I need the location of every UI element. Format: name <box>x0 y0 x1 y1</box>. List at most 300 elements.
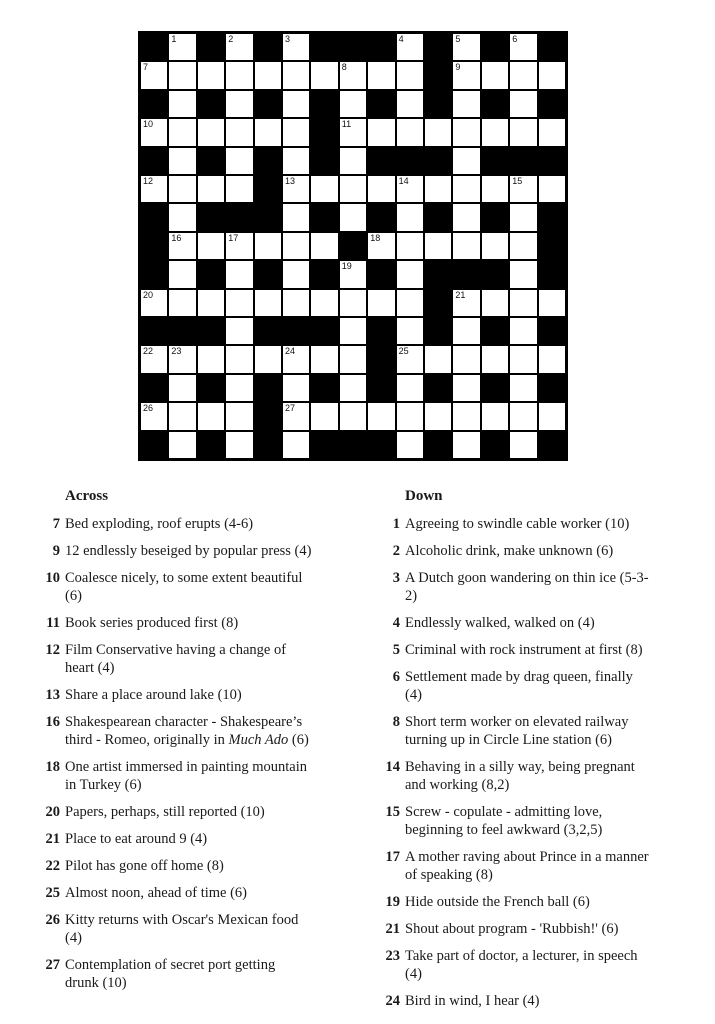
grid-cell-white[interactable] <box>482 62 508 88</box>
clue-line: 2) <box>405 588 418 604</box>
clue-line: Bed exploding, roof erupts (4-6) <box>65 516 254 532</box>
clue-text <box>405 992 540 1010</box>
grid-cell-white[interactable] <box>453 62 479 88</box>
grid-cell-white[interactable] <box>425 346 451 372</box>
cell-number: 19 <box>341 261 352 272</box>
grid-cell-white[interactable] <box>510 318 536 344</box>
clue-number: 20 <box>45 804 60 820</box>
grid-cell-white[interactable] <box>226 403 252 429</box>
down-clue-list <box>382 515 712 1010</box>
grid-cell-white[interactable] <box>425 176 451 202</box>
grid-cell-white[interactable] <box>510 432 536 458</box>
clue-line: 12 endlessly beseiged by popular press (4) <box>65 543 312 559</box>
cell-number: 8 <box>341 62 347 73</box>
down-clue-23 <box>382 947 712 983</box>
cell-number: 27 <box>284 403 295 414</box>
grid-cell-white[interactable] <box>283 34 309 60</box>
grid-cell-black <box>198 204 224 230</box>
grid-cell-white[interactable] <box>226 261 252 287</box>
grid-cell-white[interactable] <box>397 261 423 287</box>
clue-number: 15 <box>385 804 400 820</box>
grid-cell-white[interactable] <box>283 62 309 88</box>
grid-cell-white[interactable] <box>397 290 423 316</box>
grid-cell-white[interactable] <box>453 148 479 174</box>
clue-number: 23 <box>385 948 400 964</box>
across-clue-9 <box>42 542 354 560</box>
grid-cell-white[interactable] <box>311 290 337 316</box>
grid-cell-white[interactable] <box>482 233 508 259</box>
clue-line: third - Romeo, originally in Much Ado (6) <box>65 732 309 748</box>
grid-cell-white[interactable] <box>453 403 479 429</box>
cell-number: 18 <box>370 232 381 243</box>
grid-cell-white[interactable] <box>311 403 337 429</box>
cell-number: 11 <box>341 119 352 130</box>
across-clue-22 <box>42 857 354 875</box>
clue-line: drunk (10) <box>65 975 127 991</box>
cell-number: 24 <box>284 346 295 357</box>
grid-cell-black <box>453 261 479 287</box>
clue-text <box>405 713 628 749</box>
across-clue-25 <box>42 884 354 902</box>
down-clue-19 <box>382 893 712 911</box>
grid-cell-white[interactable] <box>340 290 366 316</box>
clue-text <box>405 803 602 839</box>
grid-cell-white[interactable] <box>510 375 536 401</box>
grid-cell-white[interactable] <box>453 34 479 60</box>
grid-cell-white[interactable] <box>539 290 565 316</box>
clue-line: Papers, perhaps, still reported (10) <box>65 804 265 820</box>
grid-cell-white[interactable] <box>169 91 195 117</box>
grid-cell-white[interactable] <box>425 233 451 259</box>
grid-cell-black <box>425 290 451 316</box>
grid-cell-white[interactable] <box>198 403 224 429</box>
grid-cell-white[interactable] <box>169 148 195 174</box>
clue-line: A mother raving about Prince in a manner <box>405 849 649 865</box>
grid-cell-white[interactable] <box>311 176 337 202</box>
grid-cell-white[interactable] <box>169 375 195 401</box>
cell-number: 14 <box>398 175 409 186</box>
clue-line: Contemplation of secret port getting <box>65 957 276 973</box>
clue-number: 10 <box>45 570 60 586</box>
grid-cell-white[interactable] <box>226 62 252 88</box>
clue-number: 8 <box>392 714 400 730</box>
grid-cell-black <box>482 375 508 401</box>
grid-cell-black <box>311 34 337 60</box>
grid-cell-white[interactable] <box>226 233 252 259</box>
grid-cell-white[interactable] <box>397 62 423 88</box>
cell-number: 7 <box>143 62 149 73</box>
grid-cell-black <box>425 34 451 60</box>
across-clue-20 <box>42 803 354 821</box>
grid-cell-black <box>311 119 337 145</box>
cell-number: 15 <box>512 175 523 186</box>
cell-number: 5 <box>455 34 461 44</box>
grid-cell-white[interactable] <box>141 119 167 145</box>
clue-number: 21 <box>45 831 60 847</box>
grid-cell-white[interactable] <box>453 318 479 344</box>
grid-cell-white[interactable] <box>169 432 195 458</box>
grid-cell-black <box>141 91 167 117</box>
grid-cell-white[interactable] <box>226 34 252 60</box>
grid-cell-white[interactable] <box>340 261 366 287</box>
grid-cell-white[interactable] <box>169 204 195 230</box>
grid-cell-white[interactable] <box>198 290 224 316</box>
grid-cell-black <box>425 261 451 287</box>
grid-cell-black <box>141 233 167 259</box>
grid-cell-white[interactable] <box>510 261 536 287</box>
down-clue-5 <box>382 641 712 659</box>
cell-number: 9 <box>455 62 461 73</box>
grid-cell-white[interactable] <box>510 62 536 88</box>
grid-cell-white[interactable] <box>397 119 423 145</box>
grid-cell-white[interactable] <box>198 62 224 88</box>
grid-cell-black <box>425 375 451 401</box>
grid-cell-white[interactable] <box>340 318 366 344</box>
grid-cell-black <box>425 318 451 344</box>
grid-cell-white[interactable] <box>226 148 252 174</box>
grid-cell-white[interactable] <box>453 119 479 145</box>
grid-cell-white[interactable] <box>141 62 167 88</box>
grid-cell-white[interactable] <box>311 62 337 88</box>
grid-cell-white[interactable] <box>283 204 309 230</box>
grid-cell-white[interactable] <box>453 290 479 316</box>
grid-cell-black <box>482 148 508 174</box>
grid-cell-white[interactable] <box>539 119 565 145</box>
grid-cell-white[interactable] <box>198 176 224 202</box>
grid-cell-white[interactable] <box>226 290 252 316</box>
grid-cell-white[interactable] <box>453 375 479 401</box>
clue-text <box>65 641 286 677</box>
clue-line: Share a place around lake (10) <box>65 687 242 703</box>
grid-cell-white[interactable] <box>226 375 252 401</box>
across-clue-list <box>42 515 354 992</box>
clue-number: 11 <box>46 615 60 631</box>
clue-line: Shout about program - 'Rubbish!' (6) <box>405 921 619 937</box>
grid-cell-white[interactable] <box>311 346 337 372</box>
down-clue-8 <box>382 713 712 749</box>
grid-cell-white[interactable] <box>340 62 366 88</box>
grid-cell-black <box>368 375 394 401</box>
across-clue-16 <box>42 713 354 749</box>
grid-cell-white[interactable] <box>539 62 565 88</box>
grid-cell-white[interactable] <box>425 119 451 145</box>
down-clue-1 <box>382 515 712 533</box>
grid-cell-black <box>311 148 337 174</box>
grid-cell-white[interactable] <box>453 91 479 117</box>
grid-cell-white[interactable] <box>397 34 423 60</box>
grid-cell-black <box>425 62 451 88</box>
clue-line: (4) <box>405 966 422 982</box>
grid-cell-white[interactable] <box>169 34 195 60</box>
crossword-grid <box>138 31 568 461</box>
across-clue-13 <box>42 686 354 704</box>
grid-cell-black <box>198 261 224 287</box>
clue-text <box>65 686 242 704</box>
clue-number: 21 <box>385 921 400 937</box>
clue-text <box>405 668 633 704</box>
grid-cell-black <box>482 261 508 287</box>
grid-cell-white[interactable] <box>340 375 366 401</box>
grid-cell-white[interactable] <box>169 290 195 316</box>
clue-number: 22 <box>45 858 60 874</box>
clue-text <box>405 515 629 533</box>
grid-cell-black <box>539 432 565 458</box>
grid-cell-white[interactable] <box>226 91 252 117</box>
clue-text <box>405 758 635 794</box>
clue-line: Kitty returns with Oscar's Mexican food <box>65 912 299 928</box>
grid-cell-black <box>311 375 337 401</box>
clue-line: (4) <box>65 930 82 946</box>
grid-cell-black <box>311 318 337 344</box>
grid-cell-white[interactable] <box>283 346 309 372</box>
grid-cell-white[interactable] <box>311 233 337 259</box>
clue-line: in Turkey (6) <box>65 777 142 793</box>
clue-number: 4 <box>392 615 400 631</box>
grid-cell-black <box>510 148 536 174</box>
grid-cell-white[interactable] <box>397 346 423 372</box>
clue-text <box>65 515 253 533</box>
grid-cell-black <box>311 91 337 117</box>
grid-cell-black <box>255 148 281 174</box>
grid-cell-black <box>482 91 508 117</box>
grid-cell-black <box>255 204 281 230</box>
clue-number: 18 <box>45 759 60 775</box>
across-clue-26 <box>42 911 354 947</box>
down-clue-24 <box>382 992 712 1010</box>
grid-cell-black <box>368 318 394 344</box>
down-clue-2 <box>382 542 712 560</box>
grid-cell-black <box>198 148 224 174</box>
grid-cell-white[interactable] <box>397 432 423 458</box>
grid-cell-white[interactable] <box>169 261 195 287</box>
grid-cell-white[interactable] <box>397 375 423 401</box>
grid-cell-black <box>169 318 195 344</box>
clue-line: Pilot has gone off home (8) <box>65 858 224 874</box>
grid-cell-black <box>255 432 281 458</box>
grid-cell-white[interactable] <box>255 346 281 372</box>
grid-cell-white[interactable] <box>141 176 167 202</box>
grid-cell-white[interactable] <box>169 403 195 429</box>
grid-cell-white[interactable] <box>226 432 252 458</box>
cell-number: 13 <box>284 175 295 186</box>
grid-cell-black <box>340 432 366 458</box>
clue-line: and working (8,2) <box>405 777 510 793</box>
grid-cell-white[interactable] <box>198 346 224 372</box>
grid-cell-white[interactable] <box>169 119 195 145</box>
clue-number: 1 <box>392 516 400 532</box>
clue-line: Book series produced first (8) <box>65 615 239 631</box>
grid-cell-black <box>482 34 508 60</box>
clue-number: 5 <box>392 642 400 658</box>
clue-line: Coalesce nicely, to some extent beautiful <box>65 570 303 586</box>
grid-cell-white[interactable] <box>169 176 195 202</box>
grid-cell-white[interactable] <box>141 290 167 316</box>
grid-cell-white[interactable] <box>368 119 394 145</box>
clue-line: of speaking (8) <box>405 867 493 883</box>
grid-cell-white[interactable] <box>283 148 309 174</box>
grid-cell-white[interactable] <box>510 403 536 429</box>
clue-number: 25 <box>45 885 60 901</box>
grid-cell-white[interactable] <box>482 290 508 316</box>
grid-cell-white[interactable] <box>368 233 394 259</box>
grid-cell-white[interactable] <box>397 233 423 259</box>
grid-cell-white[interactable] <box>510 176 536 202</box>
grid-cell-white[interactable] <box>283 176 309 202</box>
grid-cell-white[interactable] <box>510 290 536 316</box>
grid-cell-white[interactable] <box>368 62 394 88</box>
grid-cell-white[interactable] <box>539 346 565 372</box>
grid-cell-white[interactable] <box>368 290 394 316</box>
grid-cell-black <box>141 148 167 174</box>
grid-cell-white[interactable] <box>340 119 366 145</box>
grid-cell-white[interactable] <box>255 233 281 259</box>
clue-line: (4) <box>405 687 422 703</box>
grid-cell-black <box>255 261 281 287</box>
across-clue-21 <box>42 830 354 848</box>
clue-text <box>405 614 595 632</box>
grid-cell-black <box>198 34 224 60</box>
grid-cell-black <box>141 375 167 401</box>
grid-cell-black <box>141 34 167 60</box>
clue-text <box>65 614 238 632</box>
grid-cell-white[interactable] <box>283 403 309 429</box>
grid-cell-white[interactable] <box>255 62 281 88</box>
grid-cell-white[interactable] <box>198 119 224 145</box>
clue-number: 12 <box>45 642 60 658</box>
clue-text <box>65 569 302 605</box>
down-clue-4 <box>382 614 712 632</box>
clue-line: Film Conservative having a change of <box>65 642 287 658</box>
cell-number: 16 <box>171 232 182 243</box>
cell-number: 4 <box>398 34 404 44</box>
grid-cell-white[interactable] <box>539 403 565 429</box>
across-clue-18 <box>42 758 354 794</box>
clues-section <box>42 487 712 1019</box>
grid-cell-black <box>311 204 337 230</box>
clue-number: 3 <box>392 570 400 586</box>
clue-line: Screw - copulate - admitting love, <box>405 804 603 820</box>
grid-cell-white[interactable] <box>397 318 423 344</box>
grid-cell-white[interactable] <box>340 204 366 230</box>
grid-cell-white[interactable] <box>368 176 394 202</box>
grid-cell-white[interactable] <box>397 204 423 230</box>
grid-cell-white[interactable] <box>539 176 565 202</box>
grid-cell-white[interactable] <box>453 176 479 202</box>
grid-cell-black <box>255 403 281 429</box>
grid-cell-white[interactable] <box>141 346 167 372</box>
grid-cell-white[interactable] <box>510 91 536 117</box>
grid-cell-white[interactable] <box>453 204 479 230</box>
grid-cell-white[interactable] <box>340 148 366 174</box>
grid-cell-white[interactable] <box>510 34 536 60</box>
clue-number: 16 <box>45 714 60 730</box>
cell-number: 20 <box>143 289 154 300</box>
grid-cell-white[interactable] <box>169 62 195 88</box>
grid-cell-black <box>311 432 337 458</box>
grid-cell-white[interactable] <box>425 403 451 429</box>
clue-text <box>65 542 311 560</box>
clue-line: Endlessly walked, walked on (4) <box>405 615 595 631</box>
cell-number: 3 <box>284 34 290 44</box>
clue-number: 26 <box>45 912 60 928</box>
grid-cell-white[interactable] <box>453 233 479 259</box>
down-clues-column <box>382 487 712 1019</box>
grid-cell-white[interactable] <box>453 346 479 372</box>
clue-number: 24 <box>385 993 400 1009</box>
grid-cell-white[interactable] <box>283 91 309 117</box>
grid-cell-white[interactable] <box>283 233 309 259</box>
grid-cell-white[interactable] <box>283 432 309 458</box>
grid-cell-white[interactable] <box>340 91 366 117</box>
grid-cell-white[interactable] <box>226 119 252 145</box>
grid-cell-black <box>425 204 451 230</box>
grid-cell-white[interactable] <box>453 432 479 458</box>
grid-cell-black <box>283 318 309 344</box>
clue-number: 9 <box>52 543 60 559</box>
cell-number: 23 <box>171 346 182 357</box>
grid-cell-black <box>141 432 167 458</box>
clue-text <box>65 758 307 794</box>
clue-number: 27 <box>45 957 60 973</box>
grid-cell-white[interactable] <box>397 91 423 117</box>
down-clue-14 <box>382 758 712 794</box>
grid-cell-white[interactable] <box>482 346 508 372</box>
grid-cell-black <box>539 34 565 60</box>
grid-cell-white[interactable] <box>482 403 508 429</box>
grid-cell-white[interactable] <box>283 290 309 316</box>
grid-cell-white[interactable] <box>510 204 536 230</box>
grid-cell-white[interactable] <box>340 346 366 372</box>
grid-cell-white[interactable] <box>397 176 423 202</box>
down-clue-17 <box>382 848 712 884</box>
grid-cell-white[interactable] <box>397 403 423 429</box>
grid-cell-white[interactable] <box>141 403 167 429</box>
grid-cell-white[interactable] <box>169 346 195 372</box>
grid-cell-white[interactable] <box>510 346 536 372</box>
clue-number: 17 <box>385 849 400 865</box>
across-clue-10 <box>42 569 354 605</box>
grid-cell-white[interactable] <box>198 233 224 259</box>
grid-cell-white[interactable] <box>510 233 536 259</box>
grid-cell-white[interactable] <box>368 403 394 429</box>
clue-line: Criminal with rock instrument at first (8) <box>405 642 643 658</box>
grid-cell-white[interactable] <box>226 318 252 344</box>
grid-cell-white[interactable] <box>169 233 195 259</box>
grid-cell-white[interactable] <box>255 290 281 316</box>
clue-line: beginning to feel awkward (3,2,5) <box>405 822 603 838</box>
grid-cell-white[interactable] <box>283 375 309 401</box>
grid-cell-white[interactable] <box>340 403 366 429</box>
grid-cell-black <box>255 176 281 202</box>
grid-cell-white[interactable] <box>482 119 508 145</box>
grid-cell-black <box>141 318 167 344</box>
grid-cell-white[interactable] <box>510 119 536 145</box>
grid-cell-white[interactable] <box>283 261 309 287</box>
clue-number: 7 <box>52 516 60 532</box>
grid-cell-white[interactable] <box>226 346 252 372</box>
grid-cell-black <box>539 91 565 117</box>
grid-cell-white[interactable] <box>255 119 281 145</box>
grid-cell-white[interactable] <box>226 176 252 202</box>
grid-cell-black <box>198 432 224 458</box>
grid-cell-black <box>539 233 565 259</box>
cell-number: 1 <box>171 34 177 44</box>
grid-cell-white[interactable] <box>340 176 366 202</box>
grid-cell-white[interactable] <box>482 176 508 202</box>
grid-cell-black <box>198 91 224 117</box>
grid-cell-black <box>539 148 565 174</box>
grid-cell-white[interactable] <box>283 119 309 145</box>
